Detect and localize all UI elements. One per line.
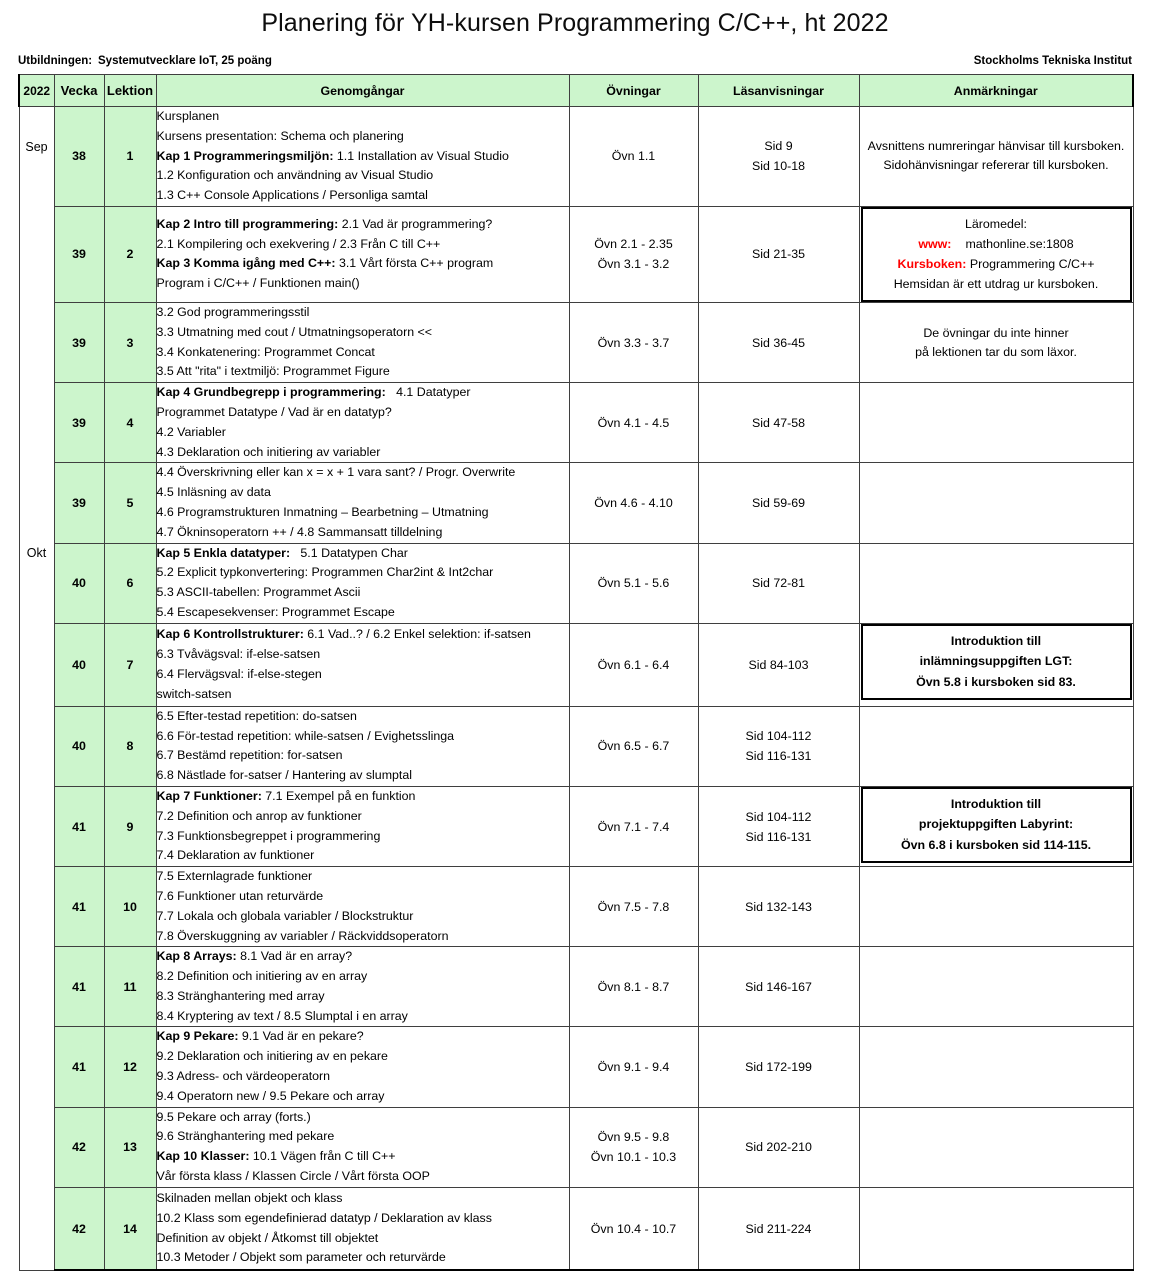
note-line: Övn 6.8 i kursboken sid 114-115. [900,837,1092,852]
notes-cell [859,463,1133,543]
exercises-cell [569,1027,698,1107]
topic-line: Kap 5 Enkla datatyper: 5.1 Datatypen Char [156,545,408,560]
reading-cell [698,1107,859,1187]
topic-line: Vår första klass / Klassen Circle / Vårt första OOP [156,1169,430,1184]
lesson-number: 10 [104,867,156,947]
notes-cell [859,867,1133,947]
chapter-title: Kap 4 Grundbegrepp i programmering: [156,385,386,400]
chapter-title: Kap 3 Komma igång med C++: [156,256,336,271]
topics-cell [156,947,569,1027]
lesson-number: 1 [104,107,156,207]
topic-line: Kap 1 Programmeringsmiljön: 1.1 Installation av Visual Studio [156,148,509,163]
table-body [19,107,1133,1271]
column-header-topics: Genomgångar [156,75,569,107]
exercises-cell [569,1187,698,1270]
column-header-year: 2022 [19,75,54,107]
meta-label: Utbildningen: [18,55,93,67]
week-number: 41 [54,867,104,947]
note-line: på lektionen tar du som läxor. [915,344,1077,359]
note-line: www: mathonline.se:1808 [918,236,1074,251]
topic-line: 6.7 Bestämd repetition: for-satsen [156,748,343,763]
reading-line: Sid 104-112 [745,729,812,744]
reading-cell [698,623,859,706]
exercises-cell [569,302,698,382]
reading-cell [698,206,859,302]
lesson-number: 3 [104,302,156,382]
reading-cell [698,463,859,543]
topic-line: 3.4 Konkatenering: Programmet Concat [156,344,375,359]
note-box [861,207,1132,302]
exercise-line: Övn 9.1 - 9.4 [597,1060,670,1075]
week-number: 41 [54,1027,104,1107]
notes-cell [859,1187,1133,1270]
lesson-number: 13 [104,1107,156,1187]
exercise-line: Övn 10.1 - 10.3 [590,1150,677,1165]
note-line: Övn 5.8 i kursboken sid 83. [916,674,1076,689]
column-header-notes: Anmärkningar [859,75,1133,107]
week-number: 41 [54,786,104,866]
reading-line: Sid 116-131 [745,829,812,844]
reading-line: Sid 116-131 [745,749,812,764]
week-number: 40 [54,623,104,706]
topic-line: 4.3 Deklaration och initiering av variabler [156,444,381,459]
note-line: De övningar du inte hinner [923,325,1069,340]
institute-name: Stockholms Tekniska Institut [973,55,1132,67]
topic-line: 4.6 Programstrukturen Inmatning – Bearbetning – Utmatning [156,504,489,519]
exercises-cell [569,786,698,866]
exercise-line: Övn 7.5 - 7.8 [597,899,670,914]
week-number: 38 [54,107,104,207]
notes-cell [859,706,1133,786]
notes-cell [859,383,1133,463]
topic-line: 4.5 Inläsning av data [156,485,271,500]
topic-line: 9.2 Deklaration och initiering av en pekare [156,1049,388,1064]
month-label: Okt [26,545,47,560]
table-row [19,786,1133,866]
lesson-number: 12 [104,1027,156,1107]
lesson-number: 6 [104,543,156,623]
topic-line: 6.8 Nästlade for-satser / Hantering av slumptal [156,768,413,783]
week-number: 40 [54,543,104,623]
chapter-title: Kap 2 Intro till programmering: [156,216,339,231]
table-row [19,623,1133,706]
table-row [19,1027,1133,1107]
notes-cell [859,786,1133,866]
topic-line: 3.3 Utmatning med cout / Utmatningsoperatorn << [156,324,432,339]
reading-cell [698,947,859,1027]
notes-cell [859,543,1133,623]
exercises-cell [569,867,698,947]
exercise-line: Övn 3.1 - 3.2 [597,257,670,272]
topic-line: 3.2 God programmeringsstil [156,304,310,319]
chapter-title: Kap 9 Pekare: [156,1029,239,1044]
lesson-number: 14 [104,1187,156,1270]
topic-line: 10.2 Klass som egendefinierad datatyp / Deklaration av klass [156,1210,492,1225]
exercise-line: Övn 3.3 - 3.7 [597,335,670,350]
table-row [19,463,1133,543]
reading-line: Sid 211-224 [745,1221,812,1236]
week-number: 39 [54,302,104,382]
table-row [19,706,1133,786]
column-header-exercises: Övningar [569,75,698,107]
table-header-row [19,75,1133,107]
note-line: inlämningsuppgiften LGT: [919,654,1073,669]
chapter-title: Kap 7 Funktioner: [156,788,262,803]
topic-line: 1.2 Konfiguration och användning av Visual Studio [156,168,434,183]
notes-cell [859,623,1133,706]
reading-line: Sid 36-45 [751,335,806,350]
topics-cell [156,1027,569,1107]
topics-cell [156,1187,569,1270]
topic-line: 9.3 Adress- och värdeoperatorn [156,1069,331,1084]
column-header-week: Vecka [54,75,104,107]
topic-line: 8.3 Stränghantering med array [156,988,325,1003]
topic-line: Kursens presentation: Schema och planering [156,128,404,143]
week-number: 41 [54,947,104,1027]
topics-cell [156,1107,569,1187]
topic-line: Definition av objekt / Åtkomst till objektet [156,1230,379,1245]
topic-line: Kap 9 Pekare: 9.1 Vad är en pekare? [156,1029,364,1044]
topics-cell [156,706,569,786]
exercise-line: Övn 7.1 - 7.4 [597,819,670,834]
lesson-number: 4 [104,383,156,463]
meta-value: Systemutvecklare IoT, 25 poäng [98,55,272,67]
reading-cell [698,1027,859,1107]
reading-cell [698,107,859,207]
exercise-line: Övn 8.1 - 8.7 [597,979,670,994]
topic-line: 7.5 Externlagrade funktioner [156,869,313,884]
topic-line: Kap 2 Intro till programmering: 2.1 Vad är programmering? [156,216,493,231]
topic-line: 7.2 Definition och anrop av funktioner [156,808,362,823]
column-header-lesson: Lektion [104,75,156,107]
topic-line: Kap 8 Arrays: 8.1 Vad är en array? [156,949,353,964]
topic-line: Programmet Datatype / Vad är en datatyp? [156,404,392,419]
topics-cell [156,463,569,543]
note-line: Hemsidan är ett utdrag ur kursboken. [893,276,1099,291]
exercise-line: Övn 4.1 - 4.5 [597,415,670,430]
topic-line: 5.3 ASCII-tabellen: Programmet Ascii [156,585,361,600]
topics-cell [156,786,569,866]
topic-line: 5.2 Explicit typkonvertering: Programmen Char2int & Int2char [156,565,494,580]
month-column [19,107,54,1271]
lesson-number: 8 [104,706,156,786]
chapter-title: Kap 8 Arrays: [156,949,237,964]
week-number: 39 [54,383,104,463]
topic-line: 9.4 Operatorn new / 9.5 Pekare och array [156,1088,385,1103]
notes-cell [859,1027,1133,1107]
reading-cell [698,867,859,947]
topics-cell [156,867,569,947]
topic-line: Kap 4 Grundbegrepp i programmering: 4.1 Datatyper [156,385,471,400]
document-meta [0,55,1150,67]
reading-line: Sid 9 [764,139,793,154]
notes-cell [859,302,1133,382]
note-line: Sidohänvisningar refererar till kursboken. [883,158,1109,173]
exercises-cell [569,1107,698,1187]
note-label: www: [918,236,952,251]
table-row [19,107,1133,207]
reading-line: Sid 72-81 [751,576,806,591]
table-row [19,302,1133,382]
table-row [19,383,1133,463]
reading-cell [698,786,859,866]
topic-line: 7.6 Funktioner utan returvärde [156,888,324,903]
topic-line: 4.4 Överskrivning eller kan x = x + 1 vara sant? / Progr. Overwrite [156,465,516,480]
topic-line: 7.3 Funktionsbegreppet i programmering [156,828,381,843]
note-line: Avsnittens numreringar hänvisar till kursboken. [867,139,1125,154]
topic-line: Program i C/C++ / Funktionen main() [156,276,360,291]
notes-cell [859,1107,1133,1187]
topic-line: Kap 7 Funktioner: 7.1 Exempel på en funktion [156,788,416,803]
topics-cell [156,383,569,463]
notes-cell [859,947,1133,1027]
lesson-number: 5 [104,463,156,543]
exercise-line: Övn 4.6 - 4.10 [594,495,673,510]
topic-line: 8.2 Definition och initiering av en array [156,969,368,984]
reading-cell [698,383,859,463]
reading-cell [698,543,859,623]
exercises-cell [569,383,698,463]
course-plan-table [18,74,1134,1271]
topics-cell [156,302,569,382]
reading-cell [698,302,859,382]
reading-line: Sid 132-143 [745,899,812,914]
topic-line: Skilnaden mellan objekt och klass [156,1191,343,1206]
week-number: 39 [54,463,104,543]
topic-line: 10.3 Metoder / Objekt som parameter och returvärde [156,1250,446,1265]
table-row [19,543,1133,623]
topic-line: Kap 3 Komma igång med C++: 3.1 Vårt första C++ program [156,256,494,271]
topic-line: 7.7 Lokala och globala variabler / Blockstruktur [156,908,414,923]
topic-line: Kap 10 Klasser: 10.1 Vägen från C till C++ [156,1149,396,1164]
note-text [860,322,1133,364]
exercises-cell [569,463,698,543]
reading-line: Sid 146-167 [745,979,812,994]
reading-line: Sid 59-69 [751,495,806,510]
exercise-line: Övn 6.1 - 6.4 [597,657,670,672]
chapter-title: Kap 10 Klasser: [156,1149,250,1164]
topic-line: 6.6 För-testad repetition: while-satsen / Evighetsslinga [156,728,455,743]
table-row [19,1107,1133,1187]
reading-line: Sid 202-210 [745,1140,812,1155]
reading-line: Sid 84-103 [748,657,809,672]
table-row [19,206,1133,302]
table-row [19,1187,1133,1270]
topic-line: 4.7 Ökninsoperatorn ++ / 4.8 Sammansatt tilldelning [156,524,443,539]
exercise-line: Övn 6.5 - 6.7 [597,739,670,754]
week-number: 40 [54,706,104,786]
topic-line: 4.2 Variabler [156,424,226,439]
note-line: Läromedel: [965,216,1027,231]
topic-line: switch-satsen [156,686,232,701]
reading-line: Sid 172-199 [745,1060,812,1075]
topics-cell [156,107,569,207]
exercise-line: Övn 1.1 [611,149,656,164]
note-box [861,624,1132,701]
exercise-line: Övn 2.1 - 2.35 [594,237,673,252]
topic-line: 6.3 Tvåvägsval: if-else-satsen [156,646,321,661]
note-line: projektuppgiften Labyrint: [918,817,1074,832]
topic-line: 5.4 Escapesekvenser: Programmet Escape [156,604,395,619]
page-title: Planering för YH-kursen Programmering C/C++, ht 2022 [261,9,889,37]
exercise-line: Övn 5.1 - 5.6 [597,576,670,591]
week-number: 42 [54,1187,104,1270]
topic-line: 9.6 Stränghantering med pekare [156,1129,335,1144]
topic-line: 8.4 Kryptering av text / 8.5 Slumptal i en array [156,1008,408,1023]
topic-line: 9.5 Pekare och array (forts.) [156,1109,311,1124]
topic-line: 2.1 Kompilering och exekvering / 2.3 Från C till C++ [156,236,441,251]
week-number: 42 [54,1107,104,1187]
reading-line: Sid 21-35 [751,247,806,262]
exercises-cell [569,623,698,706]
topics-cell [156,623,569,706]
topic-line: 3.5 Att "rita" i textmiljö: Programmet Figure [156,364,390,379]
reading-line: Sid 10-18 [751,159,806,174]
notes-cell [859,107,1133,207]
note-box [861,787,1132,864]
notes-cell [859,206,1133,302]
exercises-cell [569,206,698,302]
exercises-cell [569,706,698,786]
reading-line: Sid 47-58 [751,415,806,430]
exercises-cell [569,107,698,207]
lesson-number: 11 [104,947,156,1027]
exercises-cell [569,543,698,623]
topic-line: 1.3 C++ Console Applications / Personliga samtal [156,188,428,203]
note-label: Kursboken: [897,256,967,271]
topic-line: Kap 6 Kontrollstrukturer: 6.1 Vad..? / 6.2 Enkel selektion: if-satsen [156,627,531,642]
table-row [19,867,1133,947]
note-line: Introduktion till [950,796,1042,811]
topic-line: 7.8 Överskuggning av variabler / Räckviddsoperatorn [156,928,449,943]
note-line: Introduktion till [950,633,1042,648]
topic-line: 6.5 Efter-testad repetition: do-satsen [156,708,357,723]
topic-line: 6.4 Flervägsval: if-else-stegen [156,666,322,681]
chapter-title: Kap 6 Kontrollstrukturer: [156,627,304,642]
topics-cell [156,543,569,623]
column-header-reading: Läsanvisningar [698,75,859,107]
chapter-title: Kap 1 Programmeringsmiljön: [156,148,334,163]
lesson-number: 7 [104,623,156,706]
topic-line: Kursplanen [156,109,220,123]
week-number: 39 [54,206,104,302]
lesson-number: 2 [104,206,156,302]
reading-line: Sid 104-112 [745,809,812,824]
note-line: Kursboken: Programmering C/C++ [897,256,1095,271]
topic-line: 7.4 Deklaration av funktioner [156,848,315,863]
exercise-line: Övn 9.5 - 9.8 [597,1130,670,1145]
month-label: Sep [25,139,48,154]
exercises-cell [569,947,698,1027]
reading-cell [698,706,859,786]
chapter-title: Kap 5 Enkla datatyper: [156,545,291,560]
note-text [860,135,1133,177]
topics-cell [156,206,569,302]
lesson-number: 9 [104,786,156,866]
reading-cell [698,1187,859,1270]
table-row [19,947,1133,1027]
exercise-line: Övn 10.4 - 10.7 [590,1221,677,1236]
